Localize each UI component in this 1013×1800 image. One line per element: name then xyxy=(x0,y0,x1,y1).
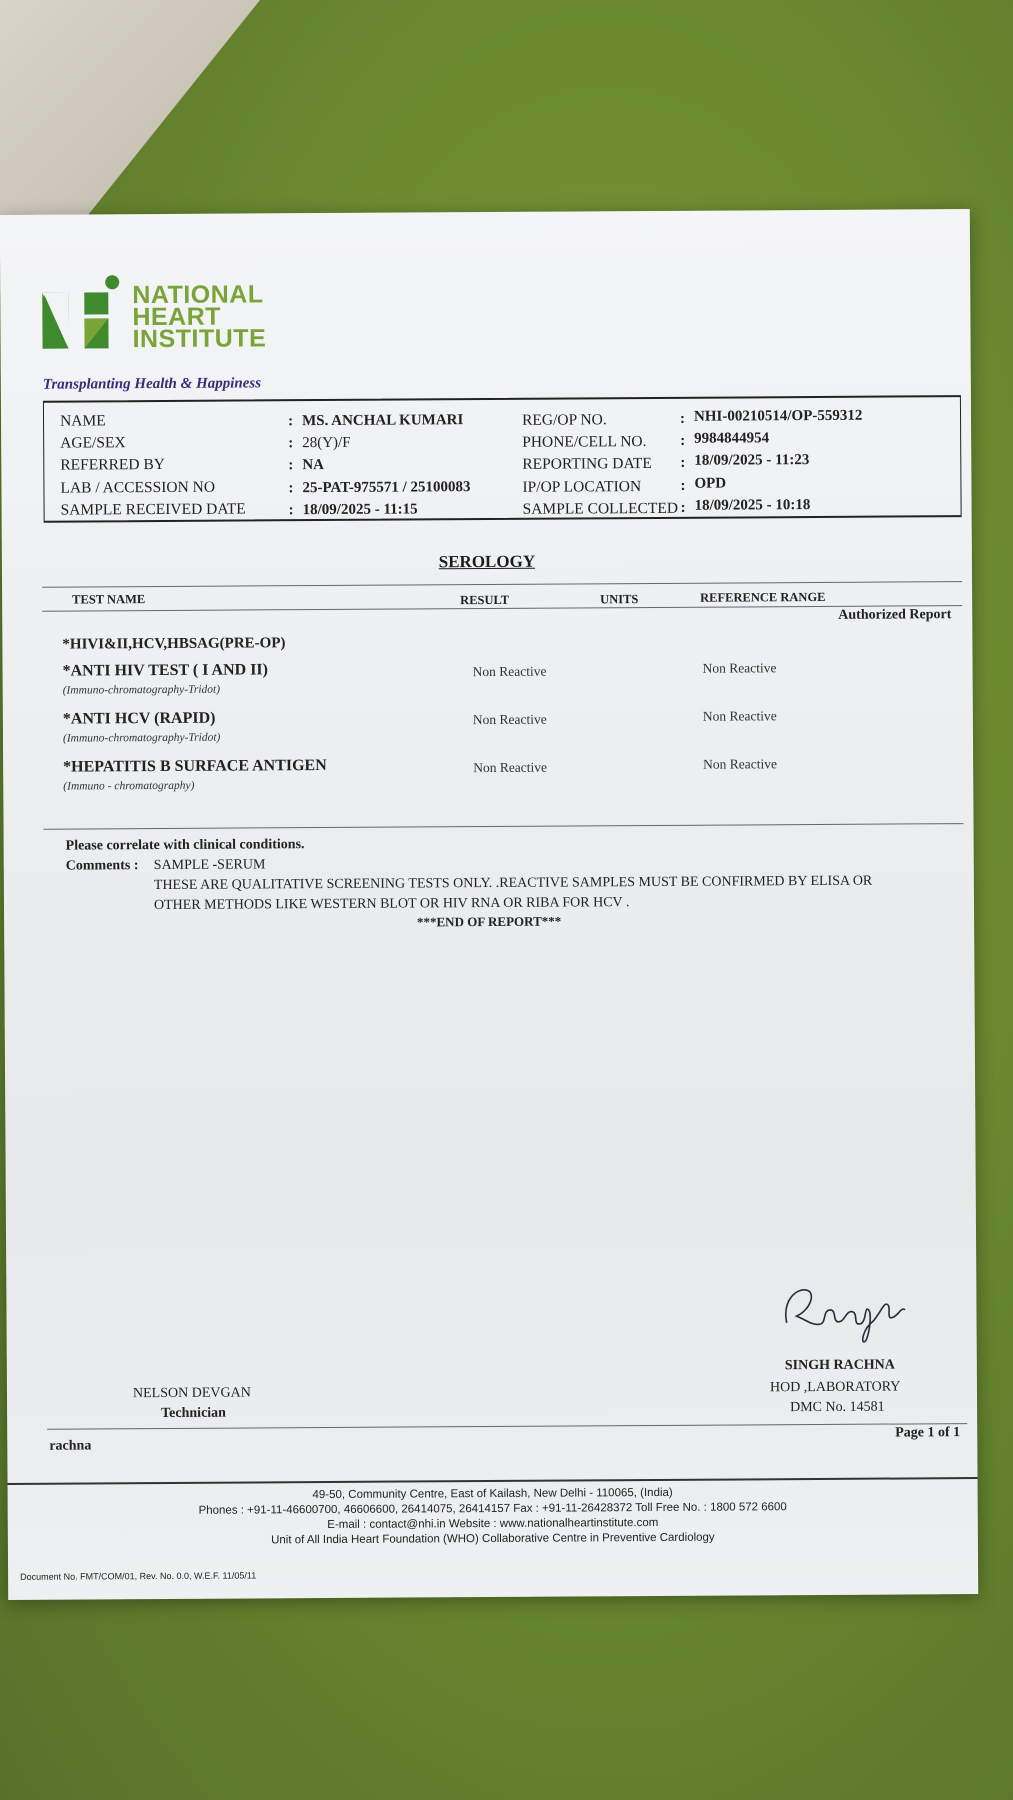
divider xyxy=(42,581,962,588)
document-number: Document No. FMT/COM/01, Rev. No. 0.0, W.E.F. 11/05/11 xyxy=(20,1570,257,1582)
colon: : xyxy=(288,457,294,474)
test-reference: Non Reactive xyxy=(702,708,777,724)
colon: : xyxy=(680,454,686,471)
colon: : xyxy=(679,410,686,427)
col-test-name: TEST NAME xyxy=(72,592,146,607)
hod-dmc: DMC No. 14581 xyxy=(790,1399,885,1416)
correlate-text: Please correlate with clinical conditions. xyxy=(65,837,305,854)
reporting-label: REPORTING DATE xyxy=(522,454,652,473)
comments-label xyxy=(66,858,139,874)
footer-address: 49-50, Community Centre, East of Kailash, New Delhi - 110065, (India) xyxy=(312,1486,673,1502)
divider xyxy=(44,823,964,830)
footer-email: E-mail : contact@nhi.in Website : www.nationalheartinstitute.com xyxy=(327,1516,659,1531)
reg-label: REG/OP NO. xyxy=(521,411,607,429)
authorized-report: Authorized Report xyxy=(838,607,952,623)
technician-role: Technician xyxy=(161,1405,226,1422)
test-method: (Immuno-chromatography-Tridot) xyxy=(62,731,221,745)
colon: : xyxy=(288,435,294,452)
test-name: *HEPATITIS B SURFACE ANTIGEN xyxy=(63,756,327,776)
test-method: (Immuno-chromatography-Tridot) xyxy=(62,683,221,697)
colon: : xyxy=(680,499,686,516)
sample-received: 18/09/2025 - 11:15 xyxy=(302,501,418,519)
patient-agesex: 28(Y)/F xyxy=(302,434,351,452)
referred-label: REFERRED BY xyxy=(60,455,165,474)
test-name: *ANTI HCV (RAPID) xyxy=(62,709,216,728)
test-reference: Non Reactive xyxy=(702,660,777,676)
hod-name: SINGH RACHNA xyxy=(784,1357,895,1374)
name-label: NAME xyxy=(59,412,106,430)
patient-info-box xyxy=(43,395,962,523)
sample-type: SAMPLE -SERUM xyxy=(153,857,266,874)
lab-label: LAB / ACCESSION NO xyxy=(60,478,216,497)
comment-line-2: OTHER METHODS LIKE WESTERN BLOT OR HIV RNA OR RIBA FOR HCV . xyxy=(153,895,630,914)
op-location: OPD xyxy=(694,475,727,492)
test-name: *ANTI HIV TEST ( I AND II) xyxy=(62,661,269,680)
footer-unit: Unit of All India Heart Foundation (WHO) Collaborative Centre in Preventive Cardiology xyxy=(271,1531,715,1547)
correlate-note xyxy=(66,837,305,854)
col-units: UNITS xyxy=(600,592,639,607)
test-result: Non Reactive xyxy=(472,663,547,680)
logo-word-national: NATIONAL xyxy=(132,280,264,310)
received-label: SAMPLE RECEIVED DATE xyxy=(60,500,246,519)
divider xyxy=(47,1423,967,1430)
colon: : xyxy=(680,477,686,494)
colon: : xyxy=(288,502,294,519)
printed-by: rachna xyxy=(49,1438,92,1454)
footer-phones: Phones : +91-11-46600700, 46606600, 26414075, 26414157 Fax : +91-11-26428372 Toll Free No. : 1800 572 6600 xyxy=(198,1501,787,1517)
col-reference-range: REFERENCE RANGE xyxy=(700,589,826,605)
patient-name: MS. ANCHAL KUMARI xyxy=(301,412,464,430)
nhi-mark-icon xyxy=(40,274,130,355)
phone-number: 9984844954 xyxy=(694,430,770,447)
agesex-label: AGE/SEX xyxy=(60,434,126,452)
logo-word-institute: INSTITUTE xyxy=(132,324,267,354)
comments-label-text: Comments : xyxy=(65,858,139,874)
test-result: Non Reactive xyxy=(472,711,547,728)
nhi-logo xyxy=(40,273,280,354)
test-reference: Non Reactive xyxy=(703,756,778,772)
tagline: Transplanting Health & Happiness xyxy=(42,375,262,393)
page-number: Page 1 of 1 xyxy=(895,1425,961,1441)
panel-name: *HIVI&II,HCV,HBSAG(PRE-OP) xyxy=(62,635,286,653)
reporting-date: 18/09/2025 - 11:23 xyxy=(694,452,810,469)
logo-word-heart: HEART xyxy=(132,302,222,332)
colon: : xyxy=(680,432,686,449)
sample-collected: 18/09/2025 - 10:18 xyxy=(694,497,811,514)
col-result: RESULT xyxy=(460,592,510,608)
location-label: IP/OP LOCATION xyxy=(522,478,642,496)
footer-divider xyxy=(8,1477,978,1485)
report-sheet xyxy=(0,209,978,1600)
technician-name: NELSON DEVGAN xyxy=(132,1385,251,1402)
end-of-report: ***END OF REPORT*** xyxy=(416,913,562,930)
signature-icon xyxy=(776,1269,916,1350)
test-result: Non Reactive xyxy=(473,759,548,776)
test-method: (Immuno - chromatography) xyxy=(63,779,195,793)
lab-accession: 25-PAT-975571 / 25100083 xyxy=(302,479,471,497)
collected-label: SAMPLE COLLECTED xyxy=(522,499,679,518)
hod-role: HOD ,LABORATORY xyxy=(769,1379,901,1396)
phone-label: PHONE/CELL NO. xyxy=(522,433,647,451)
colon: : xyxy=(288,480,294,497)
comment-line-1: THESE ARE QUALITATIVE SCREENING TESTS ONLY. .REACTIVE SAMPLES MUST BE CONFIRMED BY ELISA OR xyxy=(153,873,873,894)
colon: : xyxy=(287,413,294,430)
reg-number: NHI-00210514/OP-559312 xyxy=(693,407,863,425)
section-title: SEROLOGY xyxy=(438,551,536,572)
referred-by: NA xyxy=(302,456,325,474)
